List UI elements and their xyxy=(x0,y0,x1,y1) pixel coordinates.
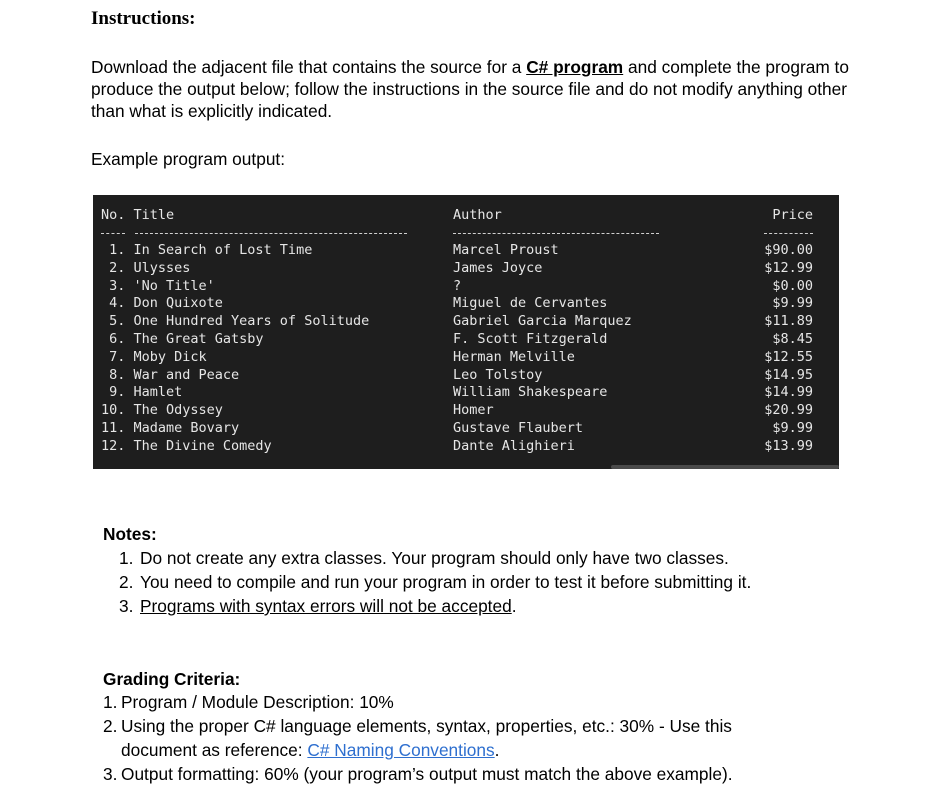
console-scrollbar[interactable] xyxy=(611,465,839,469)
grading-number: 2. xyxy=(103,716,118,736)
grading-number: 3. xyxy=(103,764,118,784)
intro-paragraph xyxy=(91,56,851,122)
note-number: 3. xyxy=(119,596,134,616)
grading-item xyxy=(103,762,733,786)
row-author: Gabriel Garcia Marquez xyxy=(453,313,632,330)
row-author: James Joyce xyxy=(453,259,543,276)
grading-number: 1. xyxy=(103,692,118,712)
instructions-heading: Instructions: xyxy=(91,8,196,29)
intro-text-after: and complete the program to produce the output below; follow the instructions in the source file and do not modify anything other than what is explicitly indicated. xyxy=(91,57,849,121)
grading-item xyxy=(103,714,733,738)
note-number: 2. xyxy=(119,572,134,592)
grading-item xyxy=(103,690,733,714)
note-item xyxy=(119,570,751,594)
note-tail: . xyxy=(511,596,517,616)
naming-conventions-link[interactable]: C# Naming Conventions xyxy=(307,740,495,760)
row-title: 1. In Search of Lost Time xyxy=(101,242,313,258)
grading-list xyxy=(103,690,733,786)
header-author: Author xyxy=(453,207,502,223)
intro-text-before: Download the adjacent file that contains the source for a xyxy=(91,57,527,77)
grading-text: Output formatting: 60% (your program’s output must match the above example). xyxy=(121,764,733,784)
grading-text: . xyxy=(494,740,500,760)
row-price: $9.99 xyxy=(772,420,813,436)
note-text: Programs with syntax errors will not be accepted xyxy=(140,596,512,616)
grading-text: document as reference: xyxy=(121,740,308,760)
row-price: $9.99 xyxy=(772,295,813,312)
csharp-program-link[interactable]: C# program xyxy=(526,57,624,77)
row-author: Marcel Proust xyxy=(453,242,559,258)
header-price: Price xyxy=(772,207,813,223)
note-text: Do not create any extra classes. Your program should only have two classes. xyxy=(140,548,729,568)
row-title: 2. Ulysses xyxy=(101,259,191,276)
grading-item-continued xyxy=(103,738,733,762)
row-author: Leo Tolstoy xyxy=(453,366,543,383)
note-text: You need to compile and run your program in order to test it before submitting it. xyxy=(140,572,752,592)
grading-text: Program / Module Description: 10% xyxy=(121,692,394,712)
row-price: $20.99 xyxy=(764,402,813,419)
row-title: 3. 'No Title' xyxy=(101,277,215,294)
underline-title xyxy=(135,233,407,234)
row-price: $12.99 xyxy=(764,259,813,276)
note-number: 1. xyxy=(119,548,134,568)
row-author: William Shakespeare xyxy=(453,384,608,401)
row-price: $14.99 xyxy=(764,384,813,401)
underline-author xyxy=(453,233,659,234)
row-price: $90.00 xyxy=(764,242,813,258)
underline-no xyxy=(101,233,125,234)
row-author: Miguel de Cervantes xyxy=(453,295,608,312)
row-price: $13.99 xyxy=(764,437,813,454)
grading-title: Grading Criteria: xyxy=(103,669,241,689)
row-author: F. Scott Fitzgerald xyxy=(453,331,608,347)
row-author: Gustave Flaubert xyxy=(453,420,584,436)
row-title: 9. Hamlet xyxy=(101,384,183,401)
row-author: Dante Alighieri xyxy=(453,437,575,454)
row-title: 8. War and Peace xyxy=(101,366,240,383)
row-price: $0.00 xyxy=(772,277,813,294)
row-title: 5. One Hundred Years of Solitude xyxy=(101,313,370,330)
row-title: 10. The Odyssey xyxy=(101,402,223,419)
note-item xyxy=(119,546,751,570)
row-title: 12. The Divine Comedy xyxy=(101,437,272,454)
grading-text: Using the proper C# language elements, syntax, properties, etc.: 30% - Use this xyxy=(121,716,732,736)
example-output-label: Example program output: xyxy=(91,149,286,169)
row-price: $8.45 xyxy=(772,331,813,347)
row-author: ? xyxy=(453,277,462,294)
row-author: Homer xyxy=(453,402,494,419)
console-output xyxy=(93,195,839,469)
row-title: 6. The Great Gatsby xyxy=(101,331,264,347)
row-title: 7. Moby Dick xyxy=(101,348,207,365)
notes-title: Notes: xyxy=(103,524,157,544)
row-title: 4. Don Quixote xyxy=(101,295,223,312)
row-price: $14.95 xyxy=(764,366,813,383)
header-title: No. Title xyxy=(101,207,175,223)
row-title: 11. Madame Bovary xyxy=(101,420,240,436)
note-item xyxy=(119,594,751,618)
row-price: $12.55 xyxy=(764,348,813,365)
underline-price xyxy=(764,233,813,234)
notes-list xyxy=(119,546,751,618)
row-author: Herman Melville xyxy=(453,348,575,365)
row-price: $11.89 xyxy=(764,313,813,330)
